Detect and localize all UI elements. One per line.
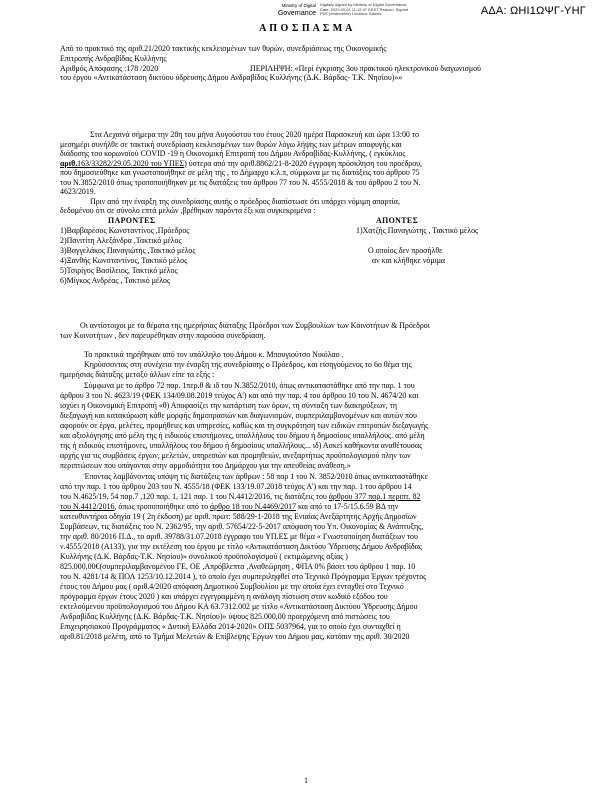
circular-reference: 163/33282/29.05.2020 του ΥΠΕΣ) [77, 158, 187, 168]
para6-line-3: ισχύει η Οικονομική Επιτροπή «θ) Αποφασίζει την κατάρτιση των όρων, τη σύνταξη των διακηρύξεων, τη [60, 401, 397, 410]
page-number: 1 [304, 776, 308, 785]
law-ref-377: άρθρου 377 παρ.1 περιπτ. 82 [328, 492, 421, 501]
para7-line-4 [60, 502, 398, 511]
para1-line-4a: αριθ. [60, 158, 78, 168]
para7-line-2: από την παρ. 1 του άρθρου 203 του Ν. 4555/18 (ΦΕΚ 133/19.07.2018 τεύχος Α') και την παρ. 1 του άρθρου 14 [60, 482, 412, 491]
para1-line-4c: ύστερα από την αριθ.8862/21-8-2020 έγγραφη πρόσκληση του προέδρου, [186, 158, 423, 168]
para7-line-3a: του Ν.4625/19, 54 παρ.7 ,120 παρ. 1, 121 παρ. 1 του Ν.4412/2016, τις διατάξεις του [60, 492, 329, 501]
intro-line-2: Επιτροπής Ανδραβίδας Κυλλήνης [60, 53, 167, 63]
para1-line-4 [60, 159, 422, 168]
para7-line-6: Συμβάσεων, τις διατάξεις του Ν. 2362/95, την αριθ. 57654/22-5-2017 απόφαση του Υπ. Οικονομίας & Ανάπτυξης, [60, 522, 424, 531]
present-member-4: 4)Ξανθής Κωνσταντίνος, Τακτικό μέλος [60, 256, 188, 265]
para5-line-1: Κηρύσσοντας στη συνέχεια την έναρξη της συνεδρίασης ο Πρόεδρος, και εισηγούμενος το 6ο θέμα της [84, 360, 412, 369]
document-title: Α Π Ο Σ Π Α Σ Μ Α [259, 23, 353, 34]
para7-line-4b: , όπως τροποποιήθηκε από το [114, 502, 211, 511]
minutes-keeper: Τα πρακτικά τηρήθηκαν από τον υπάλληλο του Δήμου κ. Μπουγιούτσο Νικόλαο . [84, 350, 344, 359]
para1-line-3: διάδοσης του κορωνοϊού COVID -19 η Οικονομική Επιτροπή του Δήμου Ανδραβίδας-Κυλλήνης, ( εγκύκλιος [60, 149, 406, 158]
para7-line-15: Ανδραβίδας Κυλλήνης (Δ.Κ. Βάρδας-Τ.Κ. Νησίου)» ύψους 825.000,00 προερχόμενη από πιστώσεις του [60, 612, 390, 621]
subject-line-1: ΠΕΡΙΛΗΨΗ: «Περί έγκρισης 3ου πρακτικού ηλεκτρονικού διαγωνισμού [250, 63, 481, 73]
para1-line-2: μεσημέρι συνήλθε σε τακτική συνεδρίαση κεκλεισμένων των θυρών λόγω λήψης των μέτρων αποφυγής και [60, 139, 402, 149]
para7-line-11: του Ν. 4281/14 & ΠΟΛ 1253/10.12.2014 ), το οποίο έχει συμπεριληφθεί στο Τεχνικό Πρόγραμμα Έργων τρέχοντος [60, 572, 427, 581]
para1-line-7: 4623/2019. [60, 187, 96, 196]
law-ref-4469: άρθρο 18 του Ν.4469/2017 [210, 502, 297, 511]
para6-line-1: Σύμφωνα με το άρθρο 72 παρ. 1περ.θ & ιδ του Ν.3852/2010, όπως αντικαταστάθηκε από την παρ. 1 του [84, 381, 415, 390]
decision-number: Αριθμός Απόφασης :178 /2020 [60, 63, 159, 73]
stamp-line-1: Ministry of Digital [281, 3, 316, 8]
subject-line-2: του έργου «Αντικατάσταση δικτύου ύδρευσης Δήμου Ανδραβίδας Κυλλήνης (Δ.Κ. Βάρδας- Τ.Κ. Νησίου)»» [60, 73, 403, 82]
para3-line-2: των Κοινοτήτων , δεν παρευρέθηκαν στην παρούσα συνεδρίαση. [60, 331, 266, 340]
para7-line-16: Επιχειρησιακού Προγράμματος « Δυτική Ελλάδα 2014-2020» ΟΠΣ 5037964, για το οποίο έχει συνταχθεί η [60, 622, 401, 631]
absent-member-1: 1)Χατζής Παναγιώτης , Τακτικό μέλος [356, 226, 479, 235]
absent-note-1: Ο οποίος δεν προσήλθε [368, 246, 443, 255]
present-member-6: 6)Μίγκος Ανδρέας , Τακτικό μέλος [60, 276, 171, 285]
para3-line-1: Οι αντίστοιχοι με τα θέματα της ημερήσιας διάταξης Πρόεδροι των Συμβουλίων των Κοινοτήτων & Πρόεδροι [80, 321, 430, 330]
para6-line-7: της ή ειδικούς επιστήμονες, υπαλλήλους του δήμου ή δημοσίους υπαλλήλους... ιδ) Ασκεί καθήκοντα αναθέτουσας [60, 441, 423, 450]
ada-code: ΑΔΑ: ΩΗΙ1ΩΨΓ-ΥΗΓ [480, 5, 586, 17]
absent-header: ΑΠΟΝΤΕΣ [376, 216, 419, 225]
present-header: ΠΑΡΟΝΤΕΣ [108, 216, 156, 225]
para7-line-12: έτους του Δήμου μας ( αριθ.4/2020 απόφαση Δημοτικού Συμβουλίου με την οποία έχει ενταχθεί στο Τεχνικό [60, 582, 404, 591]
para7-line-10: 825.000,00€(συμπεριλαμβανομένου ΓΕ, ΟΕ ,Απρόβλεπτα ,Αναθεώρηση , ΦΠΑ 0% βάσει του άρθρου 1 παρ. 10 [60, 562, 416, 571]
absent-note-2: αν και κλήθηκε νόμιμα [372, 256, 446, 265]
intro-line-1: Από το πρακτικό της αριθ.21/2020 τακτικής κεκλεισμένων των θυρών, συνεδριάσεως της Οικονομικής [60, 44, 387, 53]
present-member-3: 3)Βαγγελάκος Παναγιώτης ,Τακτικό μέλος [60, 246, 196, 255]
para7-line-17: αριθ.81/2018 μελέτη, από το Τμήμα Μελετών & Επίβλεψης Έργων του Δήμου μας, κατόπιν της αριθ. 30/2020 [60, 632, 410, 641]
para6-line-2: άρθρου 3 του Ν. 4623/19 (ΦΕΚ 134/09.08.2019 τεύχος Α') και από την παρ. 4 του άρθρου 10 του Ν. 4674/20 και [60, 391, 419, 400]
para5-line-2: ημερήσιας διάταξης μεταξύ άλλων είπε τα εξής : [60, 370, 215, 379]
para7-line-3 [60, 492, 421, 501]
para6-line-8: αρχής για τις συμβάσεις έργων, μελετών, υπηρεσιών και προμηθειών, ανεξαρτήτως προϋπολογισμού πλην των [60, 451, 411, 460]
para7-line-8: ν.4555/2018 (Α133), για την εκτέλεση του έργου με τίτλο «Αντικατάσταση Δικτύου Ύδρευσης Δήμου Ανδραβίδας [60, 542, 423, 551]
para7-line-4d: και από το 17-5/15.6.59 ΒΔ την [296, 502, 399, 511]
para6-line-6: και αξιολόγησης από μέλη της ή ειδικούς επιστήμονες, υπαλλήλους του δήμου ή δημοσίους υπαλλήλους. από μέλη [60, 431, 425, 440]
para2-line-1: Πριν από την έναρξη της συνεδρίασης αυτής ο πρόεδρος διαπίστωσε ότι υπάρχει νόμιμη απαρτία, [90, 196, 400, 206]
para7-line-5: κατευθυντήρια οδηγία 19 ( 2η έκδοση) με αριθ. πρωτ: 588/29-1-2018 της Ενιαίας Ανεξάρτητης Αρχής Δημοσίων [60, 512, 417, 521]
para7-line-14: εκτελούμενου προϋπολογισμού του Δήμου ΚΑ 63.7312.002 με τίτλο «Αντικατάσταση Δικτύου Ύδρευσης Δήμου [60, 602, 418, 611]
para2-line-2: δεδομένου ότι σε σύνολο επτά μελών ,βρέθηκαν παρόντα έξι και συγκεκριμένα : [60, 206, 316, 215]
para7-line-7: την αριθ. 80/2016 Π.Δ., το αριθ. 39788/31.07.2018 έγγραφο του ΥΠ.ΕΣ με θέμα « Γνωστοποίηση διατάξεων του [60, 532, 418, 541]
present-member-1: 1)Βαρβαρέσος Κωνσταντίνος ,Πρόεδρος [60, 226, 190, 235]
para7-line-13: πρόγραμμα έργων έτους 2020 ) και υπάρχει εγγεγραμμένη η ανάλογη πίστωση στον κωδικό εξόδου του [60, 592, 388, 601]
present-member-5: 5)Τσιρίγος Βασίλειος, Τακτικό μέλος [60, 266, 178, 275]
para1-line-6: του Ν.3852/2010 όπως τροποποιήθηκαν με τις διατάξεις του άρθρου 77 του Ν. 4555/2018 & του άρθρου 2 του Ν. [60, 177, 421, 187]
stamp-details: Digitally signed by Ministry of Digital Governance Date: 2020.09.01 11:12:47 EEST Reason: Signed PDF (embedded) Location: Athens [320, 2, 409, 17]
law-ref-4412: του Ν.4412/2016 [60, 502, 115, 511]
stamp-line-2: Governance [277, 10, 316, 17]
present-member-2: 2)Πανιτίτη Αλεξάνδρα ,Τακτικό μέλος [60, 236, 182, 245]
para6-line-9: περιπτώσεων που υπάγονται στην αρμοδιότητα του Δημάρχου για την απευθείας ανάθεση.» [60, 461, 351, 470]
para1-line-1: Στα Λεχαινά σήμερα την 28η του μήνα Αυγούστου του έτους 2020 ημέρα Παρασκευή και ώρα 13:00 το [90, 130, 419, 139]
para7-line-1: Έποντας λαμβάνοντας υπόψη τις διατάξεις των άρθρων : 58 παρ 1 του Ν. 3852/2010 όπως αντικαταστάθηκε [84, 472, 428, 481]
para6-line-4: διεξαγωγή και κατακύρωση κάθε μορφής δημοπρασιών και διαγωνισμών, συμπεριλαμβανομένων και αυτών που [60, 411, 417, 420]
para7-line-9: Κυλλήνης (Δ.Κ. Βάρδας-Τ.Κ. Νησίου)» συνολικού προϋπολογισμού ( εκτιμώμενης αξίας ) [60, 552, 348, 561]
para6-line-5: αφορούν σε έργα, μελέτες, προμήθειες και υπηρεσίες, καθώς και τη συγκρότηση των ειδικών επιτροπών διεξαγωγής [60, 421, 429, 430]
para1-line-5: που δημοσιεύθηκε και γνωστοποιήθηκε σε μέλη της , το Δήμαρχο κ.λ.π, σύμφωνα με τις διατάξεις του άρθρου 75 [60, 168, 420, 177]
